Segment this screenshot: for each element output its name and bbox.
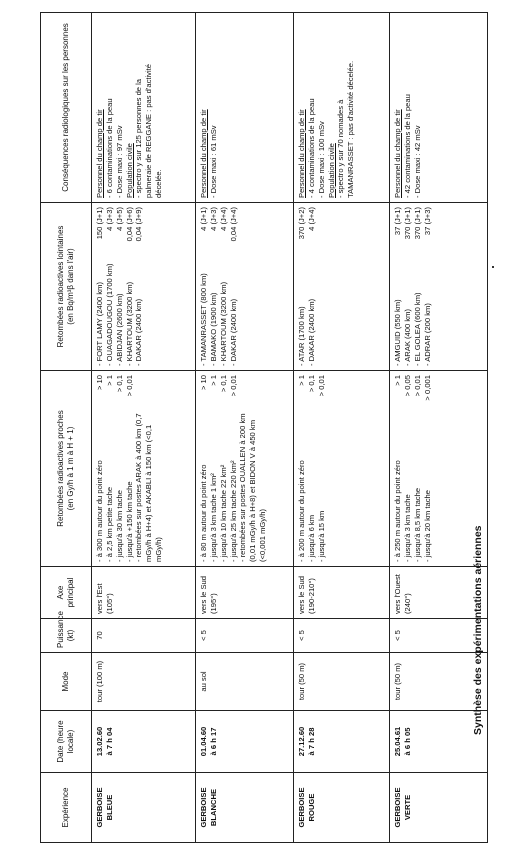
proche-line-value: > 0,01 xyxy=(124,375,134,397)
proches-cell xyxy=(196,371,294,567)
proche-line xyxy=(134,375,144,562)
lointaine-line-label: - DAKAR (2400 km) xyxy=(228,298,238,366)
lointaine-line-label: - EL GOLEA (600 km) xyxy=(412,292,422,366)
consequence-line: TAMANRASSET : pas d'activité décelée. xyxy=(346,60,356,198)
proche-line-label: - à 250 m autour du point zéro xyxy=(393,460,402,562)
date-text: 27.12.60 xyxy=(297,726,306,757)
date-text: à 6 h 05 xyxy=(402,727,412,756)
header-lointaines-unit: (en Bq/m³β dans l'air) xyxy=(66,248,75,325)
consequences-cell xyxy=(92,13,196,203)
proche-line-label: - à 80 m autour du point zéro xyxy=(199,464,208,562)
lointaine-line-value: 370 (J+2) xyxy=(297,207,306,240)
axe-text: (105°) xyxy=(104,593,114,614)
table-caption: Synthèse des expérimentations aériennes xyxy=(472,525,484,735)
proche-line-label: - jusqu'à +150 km tache xyxy=(124,481,134,562)
lointaine-line xyxy=(413,207,423,366)
lointaine-line xyxy=(307,207,317,366)
proche-line xyxy=(154,375,164,562)
lointaine-line-value: 0,04 (J+9) xyxy=(134,207,144,242)
consequence-line: palmeraie de REGGANE : pas d'activité xyxy=(144,64,154,198)
proche-line-value: > 0,1 xyxy=(114,375,124,393)
table-body xyxy=(92,13,488,843)
stray-dot xyxy=(492,266,494,268)
consequence-heading: Population civile xyxy=(124,143,134,198)
proche-line-label: - à 200 m autour du point zéro xyxy=(297,460,306,562)
proche-line-value: > 1 xyxy=(104,375,114,386)
proche-line xyxy=(297,375,307,562)
date-text: à 7 h 04 xyxy=(104,727,114,756)
lointaine-line xyxy=(115,207,125,366)
date-cell xyxy=(294,711,390,773)
lointaines-cell xyxy=(196,203,294,371)
header-proches-unit: (en Gy/h à 1 m à H + 1) xyxy=(66,426,75,511)
proche-line-label: - à 300 m autour du point zéro xyxy=(95,460,104,562)
lointaine-line-value: 4 (J+5) xyxy=(114,207,124,231)
experience-name: BLEUE xyxy=(104,794,114,821)
proche-line-value: > 0,1 xyxy=(306,375,316,393)
proche-line-label: - jusqu'à 3 km tache 1 km² xyxy=(208,473,218,562)
experience-cell xyxy=(294,773,390,843)
proche-line xyxy=(413,375,423,562)
power-cell xyxy=(92,619,196,653)
header-lointaines xyxy=(41,203,92,371)
table-header-row xyxy=(41,13,92,843)
lointaine-line-value: 150 (J+1) xyxy=(95,207,104,240)
lointaine-line-label: - DAKAR (2400 km) xyxy=(134,298,144,366)
proche-line-label: - jusqu'à 30 km tache xyxy=(114,490,124,562)
header-puissance: Puissance (kt) xyxy=(41,619,92,653)
consequence-heading: Personnel du champ de tir xyxy=(95,109,104,198)
lointaine-line-value: 0,04 (J+4) xyxy=(228,207,238,242)
axe-cell xyxy=(294,567,390,619)
header-mode: Mode xyxy=(41,653,92,711)
consequence-heading: Personnel du champ de tir xyxy=(199,109,208,198)
consequence-line: - 6 contaminations de la peau xyxy=(104,98,114,198)
mode-cell xyxy=(196,653,294,711)
experience-name: ROUGE xyxy=(306,793,316,822)
header-axe: Axe principal xyxy=(41,567,92,619)
experience-name: BLANCHE xyxy=(208,788,218,827)
proche-line xyxy=(209,375,219,562)
power-text: 70 xyxy=(95,631,104,640)
experience-name: GERBOISE xyxy=(393,787,402,828)
lointaine-line xyxy=(229,207,239,366)
proche-line-label: - jusqu'à 8,5 km tache xyxy=(412,487,422,562)
lointaine-line-label: - AMGUID (550 km) xyxy=(393,299,402,366)
axe-cell xyxy=(92,567,196,619)
proche-line xyxy=(317,375,327,562)
experience-cell xyxy=(390,773,488,843)
lointaine-line-value: 37 (J+1) xyxy=(393,207,402,236)
consequences-cell xyxy=(294,13,390,203)
lointaine-line-label: - ARAK (400 km) xyxy=(402,309,412,366)
header-proches xyxy=(41,371,92,567)
lointaine-line-value: 0,04 (J+6) xyxy=(124,207,134,242)
proche-line-label: - jusqu'à 6 km xyxy=(306,514,316,562)
lointaine-line-value: 37 (J+3) xyxy=(422,207,432,236)
proches-cell xyxy=(294,371,390,567)
mode-text: tour (100 m) xyxy=(95,660,104,703)
experiments-table xyxy=(40,12,488,843)
experience-name: GERBOISE xyxy=(95,787,104,828)
lointaine-line xyxy=(403,207,413,366)
lointaine-line-label: - OUAGADOUGOU (1700 km) xyxy=(104,263,114,366)
lointaine-line-label: - FORT LAMY (2400 km) xyxy=(95,282,104,366)
date-text: à 6 h 17 xyxy=(208,727,218,756)
header-consequences: Conséquences radiologiques sur les personnes xyxy=(41,13,92,203)
lointaine-line-label: - DAKAR (2400 km) xyxy=(306,298,316,366)
date-cell xyxy=(196,711,294,773)
proche-line-label: - jusqu'à 15 km xyxy=(316,510,326,562)
lointaine-line xyxy=(209,207,219,366)
lointaine-line-label: - BAMAKO (1900 km) xyxy=(208,292,218,366)
consequence-line: - 42 contaminations de la peau xyxy=(402,94,412,198)
proche-line xyxy=(125,375,135,562)
table-row xyxy=(92,13,196,843)
caption-anchor xyxy=(472,525,484,745)
consequence-heading: Personnel du champ de tir xyxy=(393,109,402,198)
proche-line-value: > 1 xyxy=(297,375,306,386)
proche-line-label: - jusqu'à 3 km tache xyxy=(402,494,412,562)
consequence-line: - 4 contaminations de la peau xyxy=(306,98,316,198)
proche-line-value: > 0,05 xyxy=(402,375,412,397)
date-cell xyxy=(92,711,196,773)
proche-line-label: - jusqu'à 10 km tache 22 km² xyxy=(218,464,228,562)
consequence-line: - spectro y sur 70 nomades à xyxy=(336,99,346,198)
lointaines-cell xyxy=(92,203,196,371)
lointaine-line xyxy=(134,207,144,366)
proche-line-value: > 10 xyxy=(95,375,104,390)
proche-line-value: > 1 xyxy=(393,375,402,386)
lointaine-line-value: 4 (J+4) xyxy=(218,207,228,231)
proche-line xyxy=(248,375,258,562)
header-proches-title: Retombées radioactives proches xyxy=(55,410,65,527)
experience-cell xyxy=(92,773,196,843)
mode-text: tour (50 m) xyxy=(297,662,306,701)
lointaine-line xyxy=(125,207,135,366)
proche-line-value: > 1 xyxy=(208,375,218,386)
experience-name: GERBOISE xyxy=(297,787,306,828)
consequence-line: - Dose maxi : 97 mSv xyxy=(114,125,124,198)
date-text: à 7 h 28 xyxy=(306,727,316,756)
proche-line xyxy=(115,375,125,562)
consequence-line: - Dose maxi : 61 mSv xyxy=(208,125,218,198)
lointaine-line-label: - ABIDJAN (2600 km) xyxy=(114,293,124,366)
lointaine-line-label: - KHARTOUM (3200 km) xyxy=(124,281,134,366)
proche-line-value: > 10 xyxy=(199,375,208,390)
proche-line xyxy=(423,375,433,562)
header-date: Date (heure locale) xyxy=(41,711,92,773)
power-cell xyxy=(196,619,294,653)
lointaine-line-value: 4 (J+4) xyxy=(306,207,316,231)
power-text: < 5 xyxy=(199,630,208,641)
proche-line-value: > 0,1 xyxy=(218,375,228,393)
proche-line xyxy=(307,375,317,562)
proche-line xyxy=(95,375,105,562)
header-experience: Expérience xyxy=(41,773,92,843)
axe-text: vers l'Est xyxy=(95,583,104,614)
consequences-cell xyxy=(390,13,488,203)
lointaine-line-label: - TAMANRASSET (800 km) xyxy=(199,273,208,366)
proche-line xyxy=(105,375,115,562)
proche-line-label: - à 2,5 km petite tache xyxy=(104,486,114,562)
axe-text: vers le Sud xyxy=(199,576,208,614)
lointaine-line-value: 370 (J+1) xyxy=(412,207,422,240)
axe-text: vers le Sud xyxy=(297,576,306,614)
table-row xyxy=(294,13,390,843)
rotated-table-wrapper xyxy=(40,13,480,843)
lointaine-line-label: - ADRAR (200 km) xyxy=(422,303,432,366)
lointaine-line-label: - ATAR (1700 km) xyxy=(297,306,306,366)
proche-line xyxy=(219,375,229,562)
lointaine-line-value: 4 (J+3) xyxy=(104,207,114,231)
axe-text: (195°) xyxy=(208,593,218,614)
proche-line xyxy=(238,375,248,562)
proche-line-label: - jusqu'à 25 km tache 220 km² xyxy=(228,460,238,562)
lointaine-line-value: 4 (J+3) xyxy=(208,207,218,231)
proche-line-value: > 0,01 xyxy=(228,375,238,397)
consequence-line: - Dose maxi : 42 mSv xyxy=(412,125,422,198)
consequence-heading: Personnel du champ de tir xyxy=(297,109,306,198)
axe-cell xyxy=(196,567,294,619)
lointaine-line-label: - KHARTOUM (3200 km) xyxy=(218,281,228,366)
mode-cell xyxy=(294,653,390,711)
lointaines-cell xyxy=(294,203,390,371)
proche-line-value: > 0,01 xyxy=(316,375,326,397)
lointaine-line xyxy=(199,207,209,366)
proche-line xyxy=(258,375,268,562)
proche-line xyxy=(229,375,239,562)
proche-line-label: - retombées sur postes ARAK à 400 km (0,7 xyxy=(134,413,144,562)
proche-line xyxy=(393,375,403,562)
proches-cell xyxy=(92,371,196,567)
proche-line-value: > 0,01 xyxy=(412,375,422,397)
proche-line-label: (<0,001 mGy/h) xyxy=(258,509,268,562)
lointaine-line xyxy=(423,207,433,366)
proche-line xyxy=(403,375,413,562)
power-text: < 5 xyxy=(393,630,402,641)
consequence-heading: Population civile xyxy=(326,143,336,198)
axe-text: (240°) xyxy=(402,593,412,614)
lointaine-line xyxy=(297,207,307,366)
experience-name: VERTE xyxy=(402,794,412,821)
consequences-cell xyxy=(196,13,294,203)
mode-text: au sol xyxy=(199,671,208,692)
experience-cell xyxy=(196,773,294,843)
proche-line-label: - retombées sur postes OUALLEN à 200 km xyxy=(238,413,248,562)
proche-line-label: mGy/h à H+4) et AKABLI à 150 km (<0,1 xyxy=(144,424,154,562)
table-row xyxy=(196,13,294,843)
power-text: < 5 xyxy=(297,630,306,641)
consequence-line: - spectro y sur 125 personnes de la xyxy=(134,78,144,198)
power-cell xyxy=(294,619,390,653)
axe-text: (190-210°) xyxy=(306,578,316,614)
experience-name: GERBOISE xyxy=(199,787,208,828)
proche-line-label: - jusqu'à 20 km tache xyxy=(422,490,432,562)
date-text: 01.04.60 xyxy=(199,726,208,757)
date-text: 13.02.60 xyxy=(95,726,104,757)
proche-line-value: > 0,001 xyxy=(422,375,432,401)
lointaine-line xyxy=(105,207,115,366)
proche-line xyxy=(144,375,154,562)
mode-text: tour (50 m) xyxy=(393,662,402,701)
lointaines-cell xyxy=(390,203,488,371)
proche-line-label: (0,01 mGy/h à H+8) et BIDON V à 450 km xyxy=(248,419,258,562)
lointaine-line xyxy=(219,207,229,366)
mode-cell xyxy=(92,653,196,711)
proche-line-label: mGy/h) xyxy=(154,537,164,562)
header-lointaines-title: Retombées radioactives lointaines xyxy=(55,225,65,348)
consequence-line: - Dose maxi : 100 mSv xyxy=(316,121,326,198)
lointaine-line xyxy=(393,207,403,366)
consequence-line: décelée. xyxy=(154,169,164,198)
lointaine-line-value: 370 (J+1) xyxy=(402,207,412,240)
lointaine-line xyxy=(95,207,105,366)
lointaine-line-value: 4 (J+1) xyxy=(199,207,208,231)
axe-text: vers l'Ouest xyxy=(393,574,402,614)
proche-line xyxy=(199,375,209,562)
date-text: 25.04.61 xyxy=(393,726,402,757)
